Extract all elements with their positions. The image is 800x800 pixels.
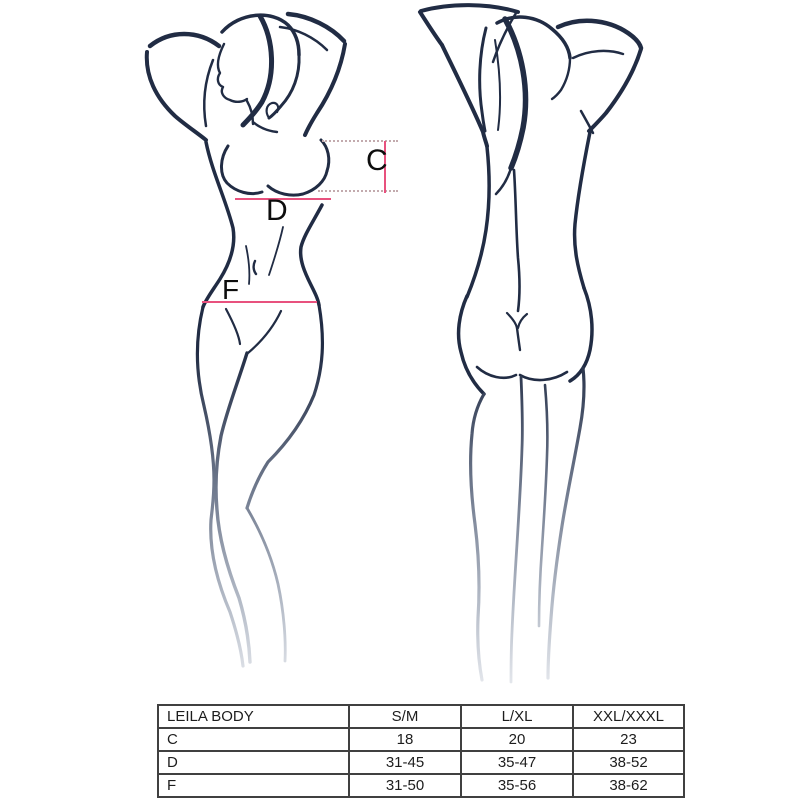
hip-measure-line <box>202 301 317 303</box>
bust-guide-dotted-bottom <box>318 190 398 192</box>
size-table-cell: 38-62 <box>573 774 684 797</box>
size-table <box>157 704 685 798</box>
hip-measure-label: F <box>222 274 240 305</box>
size-table-product-name: LEILA BODY <box>158 705 349 728</box>
size-table-cell: 35-56 <box>461 774 573 797</box>
waist-measure-label: D <box>266 194 288 227</box>
size-table-cell: 31-50 <box>349 774 461 797</box>
size-table-cell: 38-52 <box>573 751 684 774</box>
size-table-cell: 23 <box>573 728 684 751</box>
size-table-col-sm: S/M <box>349 705 461 728</box>
size-table-row-hip <box>158 774 684 797</box>
bust-measure-label: C <box>366 144 388 177</box>
size-table-cell: 31-45 <box>349 751 461 774</box>
size-table-header-row <box>158 705 684 728</box>
bust-guide-dotted-top <box>322 140 398 142</box>
size-table-cell: 20 <box>461 728 573 751</box>
size-table-cell: 35-47 <box>461 751 573 774</box>
female-silhouette-back <box>420 5 641 682</box>
size-table-col-xxl: XXL/XXXL <box>573 705 684 728</box>
size-table-row-bust <box>158 728 684 751</box>
female-silhouette-front <box>147 14 345 666</box>
size-table-row-label: F <box>158 774 349 797</box>
size-table-row-label: C <box>158 728 349 751</box>
size-table-row-label: D <box>158 751 349 774</box>
size-table-cell: 18 <box>349 728 461 751</box>
size-table-col-lxl: L/XL <box>461 705 573 728</box>
size-table-row-waist <box>158 751 684 774</box>
